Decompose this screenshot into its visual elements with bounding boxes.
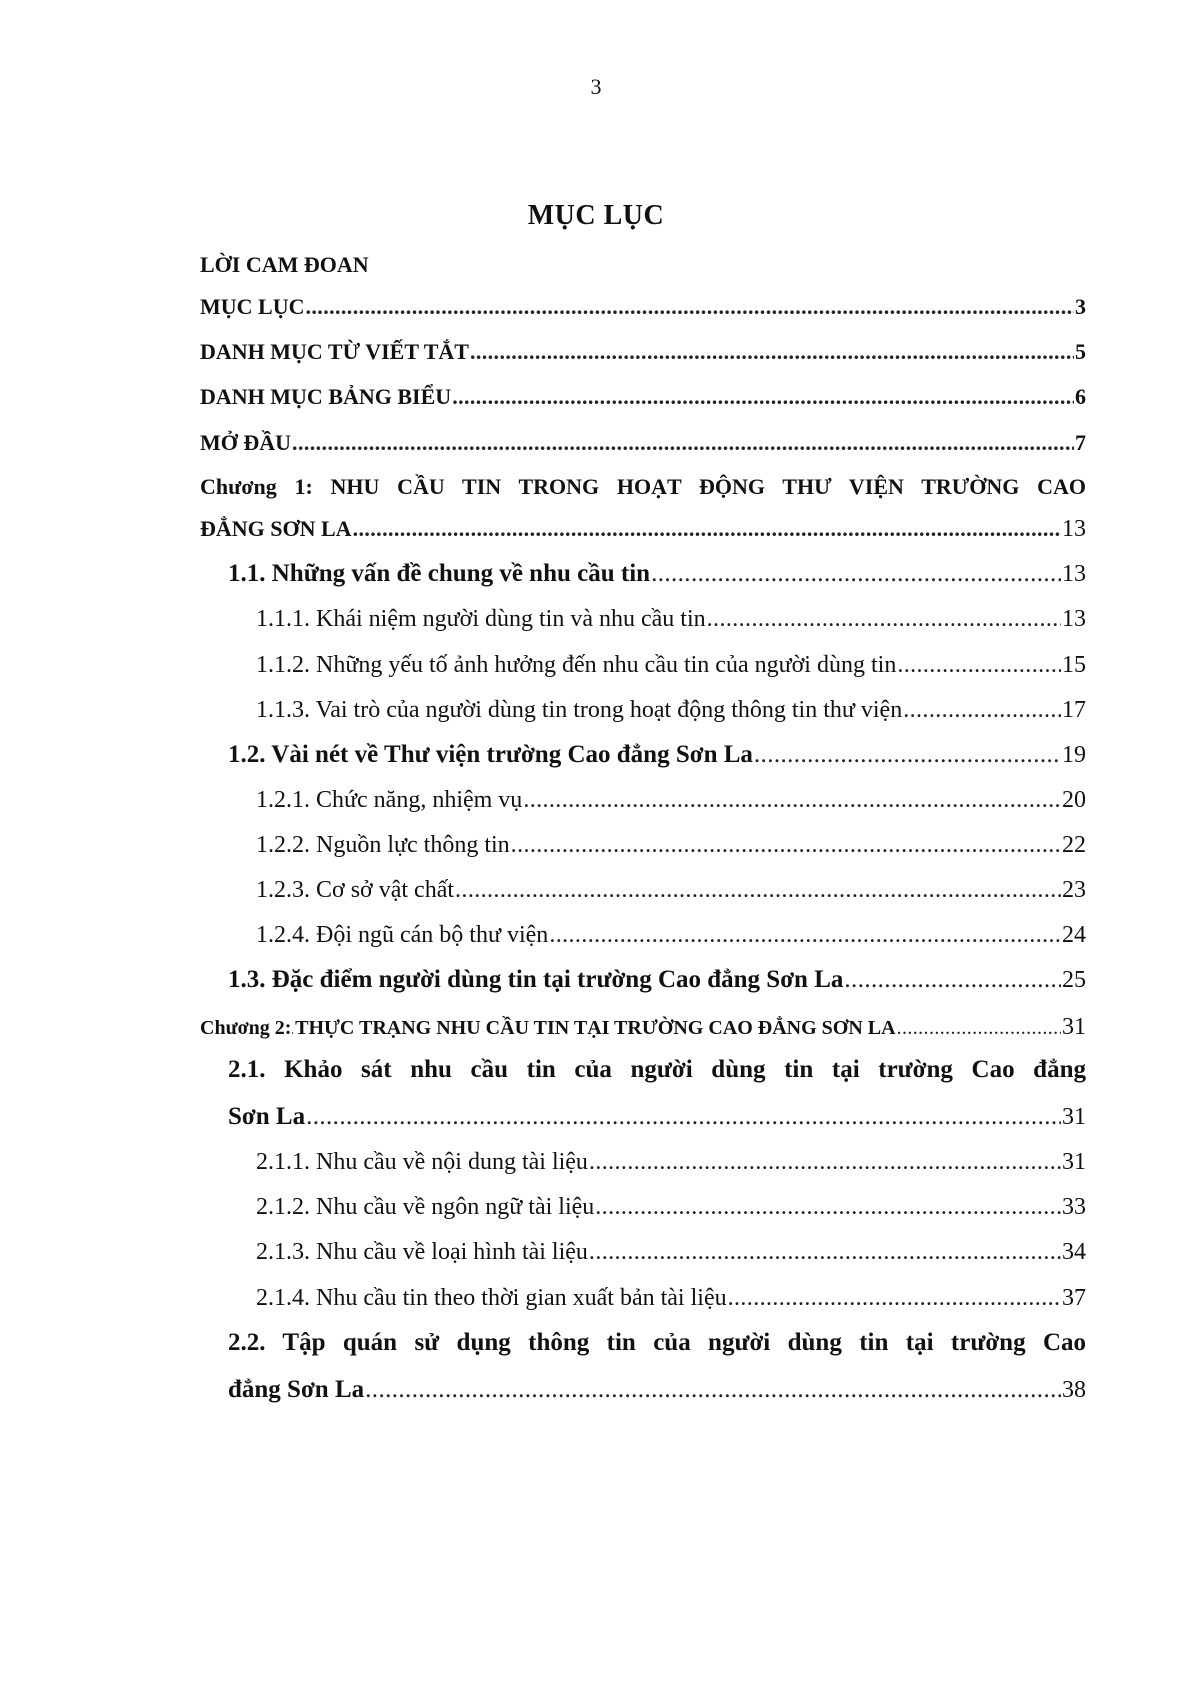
dot-leader [523,787,1061,814]
toc-entry-mo-dau[interactable] [200,430,1086,456]
dot-leader [353,516,1061,542]
toc-entry-2-2[interactable] [200,1329,1086,1357]
toc-entry-2-1-3[interactable] [200,1239,1086,1266]
toc-entry-page: 22 [1062,832,1086,858]
toc-entry-title: LỜI CAM ĐOAN [200,252,369,277]
toc-entry-page: 5 [1075,339,1086,364]
dot-leader [897,1017,1061,1040]
toc-entry-2-1-cont[interactable] [200,1103,1086,1131]
toc-entry-page: 20 [1062,787,1086,813]
toc-entry-chuong-1[interactable] [200,474,1086,500]
dot-leader [903,697,1061,724]
toc-entry-title: MỤC LỤC [200,294,305,319]
toc-entry-title-line2: ĐẲNG SƠN LA [200,516,352,541]
toc-entry-page: 31 [1062,1014,1086,1040]
toc-entry-page: 19 [1062,742,1086,768]
toc-entry-title: DANH MỤC TỪ VIẾT TẮT [200,339,469,364]
toc-entry-chuong-1-cont[interactable] [200,516,1086,543]
toc-entry-title: THỰC TRẠNG NHU CẦU TIN TẠI TRƯỜNG CAO ĐẲNG SƠN LA [295,1017,896,1039]
toc-entry-page: 15 [1062,652,1086,678]
dot-leader [470,339,1074,365]
toc-entry-muc-luc[interactable] [200,294,1086,320]
toc-entry-2-2-cont[interactable] [200,1376,1086,1404]
toc-entry-title: 1.3. Đặc điểm người dùng tin tại trường Cao đẳng Sơn La [228,966,844,993]
toc-entry-page: 13 [1062,561,1086,587]
dot-leader [306,294,1075,320]
toc-entry-page: 3 [1075,294,1086,319]
toc-entry-1-2-4[interactable] [200,922,1086,949]
dot-leader [707,606,1061,633]
toc-entry-1-2-3[interactable] [200,877,1086,904]
toc-entry-1-1-1[interactable] [200,606,1086,633]
toc-entry-1-2-2[interactable] [200,832,1086,859]
toc-entry-1-3[interactable] [200,966,1086,994]
toc-entry-page: 23 [1062,877,1086,903]
dot-leader [589,1149,1061,1176]
toc-heading: MỤC LỤC [527,200,665,231]
toc-entry-title: 2.1.1. Nhu cầu về nội dung tài liệu [256,1149,588,1175]
toc-entry-page: 6 [1075,384,1086,409]
toc-entry-1-2[interactable] [200,741,1086,769]
toc-entry-tu-viet-tat[interactable] [200,339,1086,365]
toc-entry-title-line2: đẳng Sơn La [228,1376,365,1403]
toc-entry-page: 37 [1062,1285,1086,1311]
toc-entry-title: 1.2.2. Nguồn lực thông tin [256,832,510,858]
toc-entry-2-1-2[interactable] [200,1194,1086,1221]
toc-entry-title-line1: 2.1. Khảo sát nhu cầu tin của người dùng tin tại trường Cao đẳng [228,1056,1086,1083]
toc-entry-2-1[interactable] [200,1056,1086,1084]
toc-entry-page: 17 [1062,697,1086,723]
toc-entry-title: DANH MỤC BẢNG BIỂU [200,384,452,409]
toc-entry-title-line1: Chương 1: NHU CẦU TIN TRONG HOẠT ĐỘNG THƯ VIỆN TRƯỜNG CAO [200,474,1086,499]
toc-entry-page: 7 [1075,430,1086,455]
toc-entry-page: 13 [1062,516,1086,542]
toc-entry-1-1-2[interactable] [200,652,1086,679]
toc-entry-title: 1.2.3. Cơ sở vật chất [256,877,455,903]
toc-entry-page: 38 [1062,1377,1086,1403]
dot-leader [728,1285,1061,1312]
toc-entry-page: 24 [1062,922,1086,948]
toc-entry-loi-cam-doan[interactable] [200,252,1086,278]
toc-entry-title: 1.2.1. Chức năng, nhiệm vụ [256,787,523,813]
toc-entry-title: 1.1.1. Khái niệm người dùng tin và nhu cầu tin [256,606,706,632]
dot-leader [549,922,1061,949]
toc-entry-2-1-4[interactable] [200,1285,1086,1312]
toc-entry-title: 1.2.4. Đội ngũ cán bộ thư viện [256,922,549,948]
toc-entry-bang-bieu[interactable] [200,384,1086,410]
toc-entry-title: 1.2. Vài nét về Thư viện trường Cao đẳng Sơn La [228,741,753,768]
link-marker [292,1032,293,1034]
dot-leader [897,652,1061,679]
toc-entry-title: 1.1. Những vấn đề chung về nhu cầu tin [228,560,651,587]
toc-entry-title: MỞ ĐẦU [200,430,292,455]
page-number: 3 [590,74,602,99]
toc-entry-title: 2.1.2. Nhu cầu về ngôn ngữ tài liệu [256,1194,595,1220]
toc-entry-page: 34 [1062,1239,1086,1265]
toc-entry-page: 13 [1062,606,1086,632]
toc-entry-title-line1: 2.2. Tập quán sử dụng thông tin của người dùng tin tại trường Cao [228,1329,1086,1356]
toc-entry-page: 31 [1062,1149,1086,1175]
toc-entry-page: 31 [1062,1104,1086,1130]
toc-entry-page: 25 [1062,967,1086,993]
toc-entry-1-1-3[interactable] [200,697,1086,724]
dot-leader [292,430,1074,456]
toc-entry-prefix: Chương 2: [200,1017,292,1039]
dot-leader [365,1376,1061,1404]
toc-entry-title: 1.1.2. Những yếu tố ảnh hưởng đến nhu cầu tin của người dùng tin [256,652,897,678]
dot-leader [844,966,1061,994]
toc-entry-page: 33 [1062,1194,1086,1220]
toc-entry-title: 1.1.3. Vai trò của người dùng tin trong hoạt động thông tin thư viện [256,697,903,723]
dot-leader [306,1103,1061,1131]
dot-leader [651,560,1061,588]
dot-leader [455,877,1061,904]
toc-entry-chuong-2[interactable] [200,1014,1086,1041]
toc-entry-1-2-1[interactable] [200,787,1086,814]
dot-leader [595,1194,1061,1221]
toc-entry-1-1[interactable] [200,560,1086,588]
dot-leader [452,384,1074,410]
toc-entry-title-line2: Sơn La [228,1103,306,1130]
toc-entry-2-1-1[interactable] [200,1149,1086,1176]
dot-leader [511,832,1061,859]
toc-entry-title: 2.1.3. Nhu cầu về loại hình tài liệu [256,1239,588,1265]
toc-entry-title: 2.1.4. Nhu cầu tin theo thời gian xuất bản tài liệu [256,1285,727,1311]
dot-leader [589,1239,1061,1266]
dot-leader [754,741,1061,769]
